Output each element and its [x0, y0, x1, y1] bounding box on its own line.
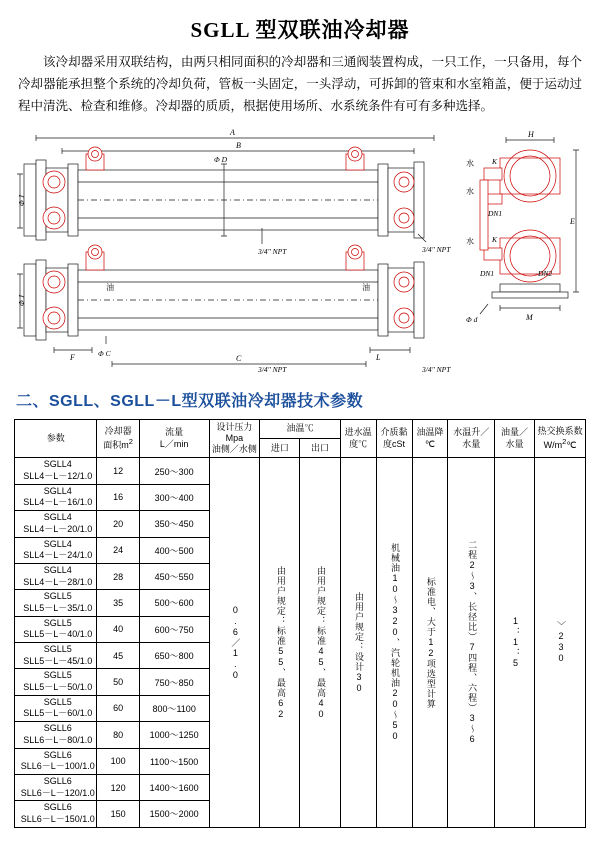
model-top: SGLL5: [43, 644, 72, 654]
svg-text:DN2: DN2: [538, 268, 553, 278]
cell-flow: 350～450: [139, 511, 209, 537]
section-heading: 二、SGLL、SGLL－L型双联油冷却器技术参数: [16, 392, 364, 410]
model-top: SGLL4: [43, 485, 72, 496]
header-water-rise: 水温升／ 水量: [448, 419, 495, 458]
cell-area: 16: [97, 484, 139, 510]
cell-flow: 500～600: [139, 590, 209, 616]
svg-text:水: 水: [466, 158, 474, 168]
svg-text:油: 油: [106, 282, 114, 292]
drawing-svg: [14, 124, 586, 374]
spec-table-body: [15, 458, 586, 827]
model-bottom: SLL5－L－35/1.0: [23, 602, 93, 613]
model-bottom: SLL4－L－16/1.0: [23, 497, 93, 508]
page-title: SGLL 型双联油冷却器: [190, 18, 410, 42]
cell-flow: 400～500: [139, 537, 209, 563]
model-bottom: SLL4－L－24/1.0: [23, 550, 93, 561]
model-top: SGLL5: [43, 670, 72, 681]
cell-flow: 750～850: [139, 669, 209, 695]
header-water-in-temp: 进水温 度℃: [340, 419, 376, 458]
svg-text:K: K: [492, 234, 498, 244]
model-bottom: SLL4－L－12/1.0: [23, 471, 93, 482]
model-top: SGLL5: [43, 696, 72, 707]
model-bottom: SLL5－L－50/1.0: [23, 682, 93, 693]
header-oil-temp: 油温℃: [260, 419, 340, 438]
model-top: SGLL5: [43, 591, 72, 602]
model-bottom: SLL5－L－45/1.0: [23, 655, 93, 666]
model-bottom: SLL6－L－80/1.0: [23, 734, 93, 745]
cell-area: 120: [97, 774, 139, 800]
model-bottom: SLL4－L－28/1.0: [23, 576, 93, 587]
svg-text:Φ d: Φ d: [466, 314, 478, 324]
cell-model: [15, 774, 97, 800]
model-top: SGLL4: [43, 459, 72, 470]
svg-text:油: 油: [362, 282, 370, 292]
cell-area: 12: [97, 458, 139, 484]
model-top: SGLL6: [43, 802, 72, 813]
model-top: SGLL6: [43, 723, 72, 734]
svg-text:E: E: [570, 216, 575, 226]
header-viscosity: 介质黏 度cSt: [376, 419, 412, 458]
model-bottom: SLL5－L－60/1.0: [23, 708, 93, 719]
cell-model: [15, 484, 97, 510]
cell-model: [15, 616, 97, 642]
cell-area: 60: [97, 695, 139, 721]
header-oil-temp-drop: 油温降 ℃: [412, 419, 448, 458]
cell-area: 40: [97, 616, 139, 642]
cell-flow: 250～300: [139, 458, 209, 484]
cell-model: [15, 669, 97, 695]
spec-table: [14, 419, 586, 828]
header-oil-water: 油量／ 水量: [494, 419, 534, 458]
cell-flow: 650～800: [139, 643, 209, 669]
technical-drawing: [14, 124, 586, 374]
svg-text:C: C: [236, 353, 242, 363]
header-pressure: 设计压力Mpa 油侧／水侧: [209, 419, 260, 458]
cell-model: [15, 511, 97, 537]
cell-flow: 300～400: [139, 484, 209, 510]
model-bottom: SLL5－L－40/1.0: [23, 629, 93, 640]
cell-flow: 600～750: [139, 616, 209, 642]
svg-text:H: H: [528, 129, 534, 139]
svg-text:Φ J: Φ J: [17, 294, 26, 306]
cell-area: 80: [97, 722, 139, 748]
cell-area: 35: [97, 590, 139, 616]
cell-viscosity: 机械油10～320、汽轮机油20～50: [376, 458, 412, 827]
svg-text:A: A: [230, 127, 235, 137]
model-bottom: SLL4－L－20/1.0: [23, 523, 93, 534]
cell-model: [15, 748, 97, 774]
cell-model: [15, 695, 97, 721]
svg-text:Φ J: Φ J: [17, 194, 26, 206]
cell-flow: 1400～1600: [139, 774, 209, 800]
cell-area: 100: [97, 748, 139, 774]
header-oil-temp-out: 出口: [300, 439, 340, 458]
cell-heat-coef: 〉230: [535, 458, 586, 827]
svg-text:M: M: [526, 312, 533, 322]
cell-area: 45: [97, 643, 139, 669]
cell-pressure: 0.6／1.0: [209, 458, 260, 827]
cell-water-in: 由用户规定：设计30: [340, 458, 376, 827]
header-oil-temp-in: 进口: [260, 439, 300, 458]
svg-text:3/4" NPT: 3/4" NPT: [258, 364, 287, 374]
model-top: SGLL6: [43, 775, 72, 786]
svg-text:B: B: [236, 140, 241, 150]
svg-text:Φ D: Φ D: [214, 154, 228, 164]
cell-model: [15, 458, 97, 484]
cell-model: [15, 722, 97, 748]
svg-text:Φ C: Φ C: [98, 348, 111, 358]
svg-text:水: 水: [466, 186, 474, 196]
cell-model: [15, 643, 97, 669]
page-root: [0, 14, 600, 857]
svg-text:3/4" NPT: 3/4" NPT: [422, 244, 451, 254]
table-row: [15, 458, 586, 484]
cell-oil-water: 1：1：5: [494, 458, 534, 827]
cell-area: 150: [97, 801, 139, 827]
cell-flow: 1100～1500: [139, 748, 209, 774]
cell-flow: 1000～1250: [139, 722, 209, 748]
header-area: 冷却器 面积$m^2$: [97, 419, 139, 458]
cell-model: [15, 563, 97, 589]
cell-flow: 450～550: [139, 563, 209, 589]
cell-model: [15, 590, 97, 616]
table-header-row: [15, 419, 586, 438]
svg-text:F: F: [70, 352, 75, 362]
cell-area: 50: [97, 669, 139, 695]
cell-flow: 800～1100: [139, 695, 209, 721]
svg-text:K: K: [492, 156, 498, 166]
svg-text:DN1: DN1: [480, 268, 495, 278]
cell-model: [15, 801, 97, 827]
model-top: SGLL4: [43, 512, 72, 523]
model-bottom: SLL6－L－100/1.0: [20, 761, 95, 772]
model-top: SGLL5: [43, 617, 72, 628]
model-top: SGLL6: [43, 749, 72, 760]
svg-text:L: L: [376, 352, 381, 362]
cell-oil-in: 由用户规定：标准55、最高62: [260, 458, 300, 827]
cell-area: 24: [97, 537, 139, 563]
model-top: SGLL4: [43, 564, 72, 575]
intro-paragraph: 该冷却器采用双联结构，由两只相同面积的冷却器和三通阀装置构成，一只工作，一只备用，每个冷却器能承担整个系统的冷却负荷，管板一头固定，一头浮动，可拆卸的管束和水室箱盖，便于运动过程中清洗、检查和维修。冷却器的质质，根据使用场所、水系统条件有可有多种选择。: [18, 55, 582, 113]
cell-water-rise: 二程2～3、长径比）7四程、六程）3～6: [448, 458, 495, 827]
svg-text:水: 水: [466, 236, 474, 246]
model-bottom: SLL6－L－150/1.0: [20, 813, 95, 824]
svg-text:3/4" NPT: 3/4" NPT: [422, 364, 451, 374]
cell-area: 20: [97, 511, 139, 537]
model-bottom: SLL6－L－120/1.0: [20, 787, 95, 798]
cell-area: 28: [97, 563, 139, 589]
cell-model: [15, 537, 97, 563]
header-param: 参数: [15, 419, 97, 458]
model-top: SGLL4: [43, 538, 72, 549]
header-heat-coef: 热交换系数 $W/m^2℃$: [535, 419, 586, 458]
cell-flow: 1500～2000: [139, 801, 209, 827]
cell-oil-drop: 标准电、大于12项选型计算: [412, 458, 448, 827]
cell-oil-out: 由用户规定：标准45、最高40: [300, 458, 340, 827]
svg-text:DN1: DN1: [488, 208, 503, 218]
svg-text:3/4" NPT: 3/4" NPT: [258, 246, 287, 256]
header-flow: 流量 L／min: [139, 419, 209, 458]
